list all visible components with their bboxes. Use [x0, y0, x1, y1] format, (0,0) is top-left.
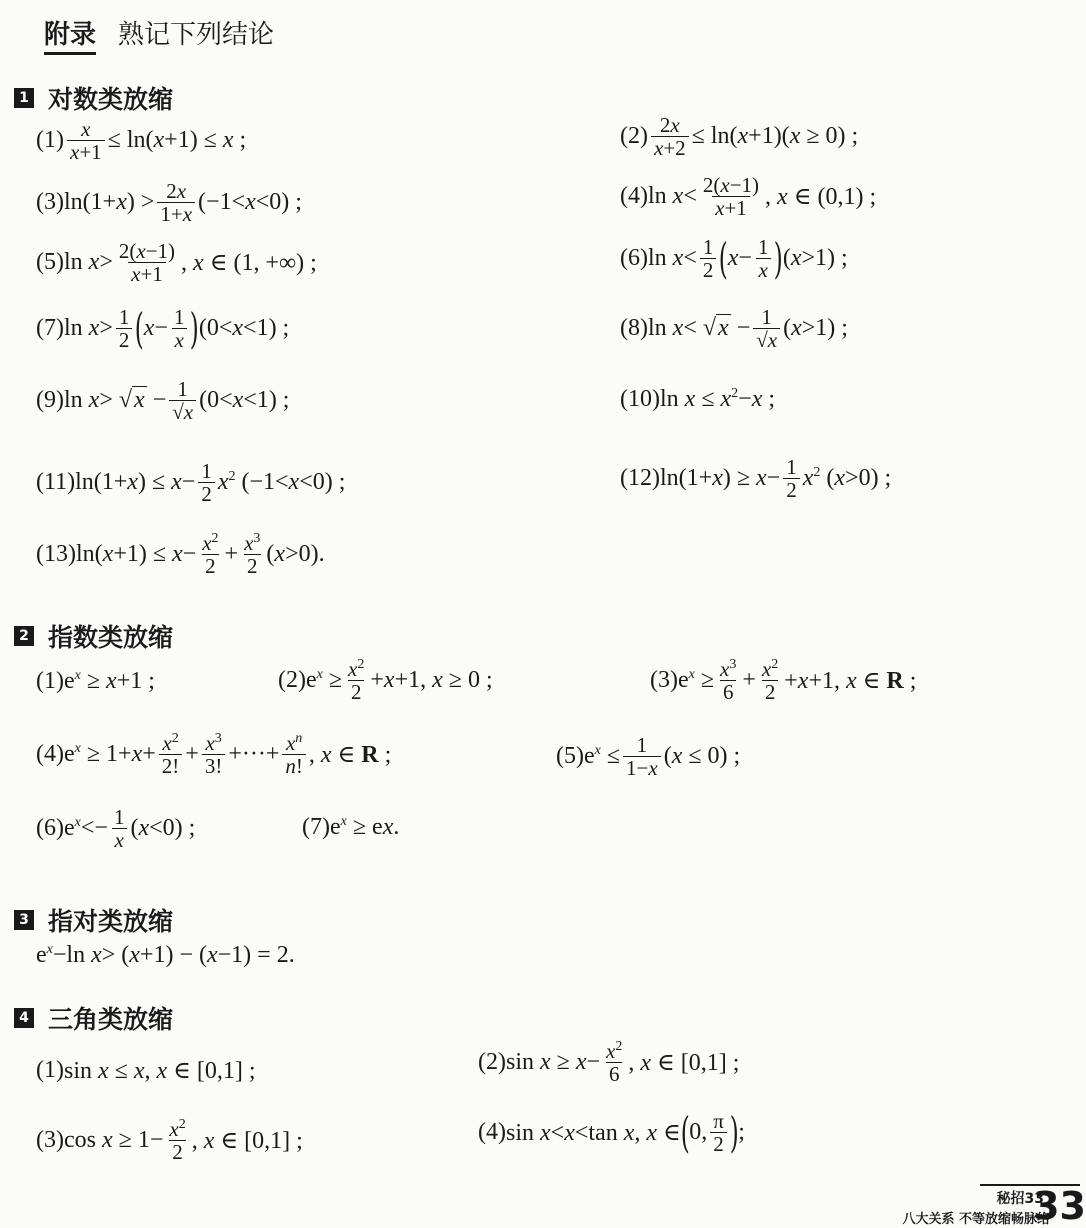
section-title: 对数类放缩	[48, 85, 174, 114]
formula-4-2: (2) sin x ≥ x− $\frac{x^2}{6}$ , x ∈ [0,1] ;	[478, 1039, 740, 1087]
formula-4-1: (1) sin x ≤ x, x ∈ [0,1] ;	[36, 1057, 256, 1084]
formula-1-6: (6) ln x< 1 2 ( x − 1 x ) (x>1) ;	[620, 233, 848, 283]
formula-2-1: (1) $e^x \ge x+1$ ;	[36, 668, 155, 694]
page-title	[44, 14, 274, 51]
formula-1-3: (3) ln(1+x) > 2x 1+x (−1<x<0) ;	[36, 179, 302, 227]
formula-1-8: (8) ln x< √x − $\frac{1}{√x}$ (x>1) ;	[620, 305, 848, 353]
section-number-badge: 1	[14, 88, 34, 108]
section-number-badge: 4	[14, 1008, 34, 1028]
section-3-heading	[14, 902, 173, 938]
formula-1-1: (1) $\frac{x}{x+1}$ ≤ ln(x+1) ≤ x ;	[36, 117, 247, 165]
formula-2-4: (4) $e^x \ge 1+x+$ $\frac{x^2}{2!}$ + $\frac{x^3}{3!}$ +···+ $\frac{x^n}{n!}$ , x ∈ R ;	[36, 731, 392, 779]
formula-3-1: $e^x-\ln$ x> (x+1) − (x−1) = 2.	[36, 942, 295, 968]
formula-1-2: (2) $\frac{2x}{x+2}$ ≤ ln(x+1)(x ≥ 0) ;	[620, 113, 859, 161]
title-text: 熟记下列结论	[118, 20, 275, 50]
page-footer	[902, 1178, 1086, 1228]
page-number: 33	[1033, 1184, 1086, 1228]
section-2-heading	[14, 618, 173, 654]
section-number-badge: 3	[14, 910, 34, 930]
formula-1-9: (9) ln x> √x − $\frac{1}{√x}$ (0<x<1) ;	[36, 377, 290, 425]
section-4-heading	[14, 1000, 173, 1036]
footer-label: 秘招33	[996, 1191, 1044, 1207]
appendix-label: 附录	[44, 20, 96, 55]
section-title: 三角类放缩	[48, 1005, 174, 1034]
formula-1-7: (7) ln x> 1 2 ( x − 1 x ) (0<x<1) ;	[36, 303, 290, 353]
formula-1-13: (13) ln(x+1) ≤ x− $\frac{x^2}{2}$ + $\frac{x^3}{2}$ (x>0).	[36, 531, 325, 579]
formula-2-6: (6) $e^x<-$ $\frac{1}{x}$ (x<0) ;	[36, 805, 196, 853]
formula-1-12: (12) ln(1+x) ≥ x− $\frac{1}{2}$ $x^2$ (x>0) ;	[620, 455, 892, 503]
formula-2-2: (2) $e^x$ ≥ $\frac{x^2}{2}$ +x+1, x ≥ 0 ;	[278, 657, 493, 705]
formula-2-5: (5) $e^x$ ≤ $\frac{1}{1-x}$ (x ≤ 0) ;	[556, 733, 741, 781]
footer-subtitle: 八大关系 不等放缩畅脉络	[902, 1212, 1050, 1227]
formula-1-4: (4) ln x< 2(x−1) x+1 , x ∈ (0,1) ;	[620, 173, 877, 221]
formula-1-5: (5) ln x> 2(x−1) x+1 , x ∈ (1, +∞) ;	[36, 239, 317, 287]
section-title: 指数类放缩	[48, 623, 174, 652]
formula-2-7: (7) $e^x$ ≥ ex.	[302, 814, 400, 840]
formula-1-11: (11) ln(1+x) ≤ x− $\frac{1}{2}$ $x^2$ (−1<x<0) ;	[36, 459, 346, 507]
section-1-heading	[14, 80, 173, 116]
formula-1-10: (10) $\ln x \le x^2-x$ ;	[620, 386, 776, 412]
section-number-badge: 2	[14, 626, 34, 646]
section-title: 指对类放缩	[48, 907, 174, 936]
formula-4-4: (4) sin x<x<tan x, x ∈ ( 0, π 2 ) ;	[478, 1107, 745, 1157]
formula-4-3: (3) cos x ≥ 1− $\frac{x^2}{2}$ , x ∈ [0,1] ;	[36, 1117, 303, 1165]
formula-2-3: (3) $e^x$ ≥ $\frac{x^3}{6}$ + $\frac{x^2}{2}$ +x+1, x ∈ R ;	[650, 657, 917, 705]
